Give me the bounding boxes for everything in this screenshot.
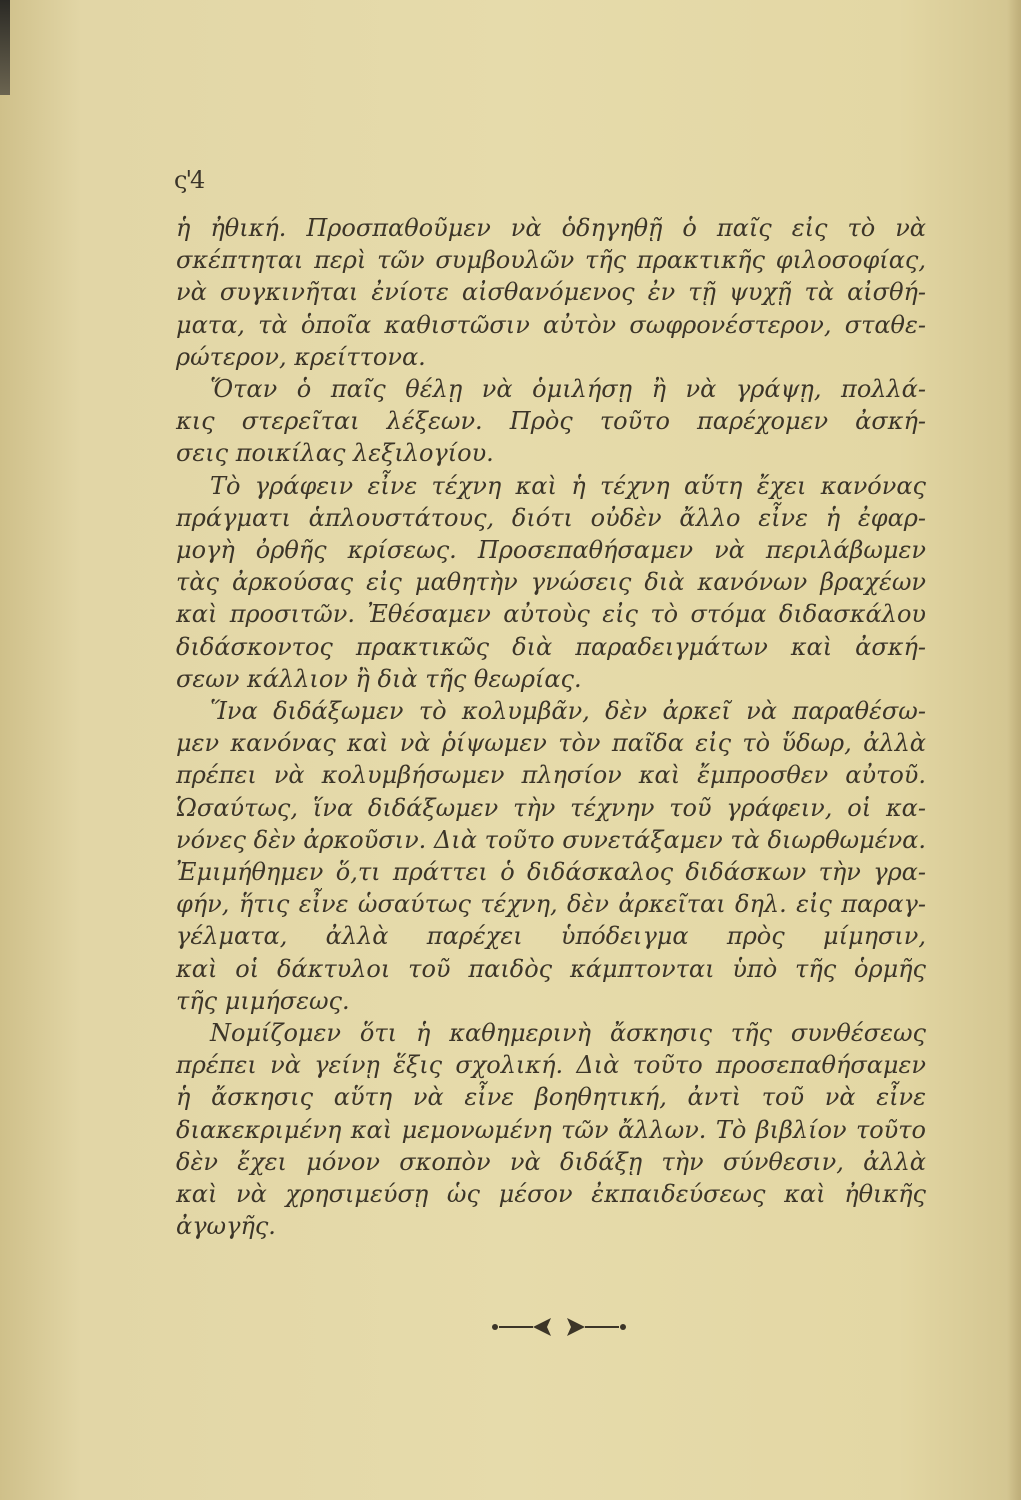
- text-line: Τὸ γράφειν εἶνε τέχνη καὶ ἡ τέχνη αὕτη ἔχει κανόνας: [210, 471, 926, 500]
- text-line: Ὡσαύτως, ἵνα διδάξωμεν τὴν τέχνην τοῦ γράφειν, οἱ κα-: [176, 793, 926, 822]
- ornament-dot-right: [620, 1324, 626, 1330]
- body-text: [176, 212, 926, 1243]
- text-line: φήν, ἥτις εἶνε ὡσαύτως τέχνη, δὲν ἀρκεῖται δηλ. εἰς παραγ-: [176, 890, 926, 919]
- ornament-arrow-right: [567, 1318, 585, 1336]
- page-edge: [1007, 0, 1021, 1500]
- text-line: πρέπει νὰ γείνῃ ἕξις σχολική. Διὰ τοῦτο προσεπαθήσαμεν: [176, 1051, 926, 1080]
- end-ornament: [491, 1312, 627, 1342]
- text-line: τῆς μιμήσεως.: [176, 986, 350, 1015]
- text-line: νὰ συγκινῆται ἐνίοτε αἰσθανόμενος ἐν τῇ ψυχῇ τὰ αἰσθή-: [176, 278, 926, 307]
- text-line: σεων κάλλιον ἢ διὰ τῆς θεωρίας.: [176, 664, 582, 693]
- text-line: Ἐμιμήθημεν ὅ,τι πράττει ὁ διδάσκαλος διδάσκων τὴν γρα-: [176, 858, 926, 887]
- text-line: ἀγωγῆς.: [176, 1212, 276, 1241]
- text-line: μογὴ ὀρθῆς κρίσεως. Προσεπαθήσαμεν νὰ περιλάβωμεν: [176, 536, 926, 565]
- text-line: νόνες δὲν ἀρκοῦσιν. Διὰ τοῦτο συνετάξαμεν τὰ διωρθωμένα.: [176, 825, 926, 854]
- text-line: ματα, τὰ ὁποῖα καθιστῶσιν αὐτὸν σωφρονέστερον, σταθε-: [176, 310, 926, 339]
- text-line: Ἵνα διδάξωμεν τὸ κολυμβᾶν, δὲν ἀρκεῖ νὰ παραθέσω-: [210, 697, 926, 726]
- text-line: πρέπει νὰ κολυμβήσωμεν πλησίον καὶ ἔμπροσθεν αὐτοῦ.: [176, 761, 926, 790]
- ornament-dot-left: [492, 1324, 498, 1330]
- text-line: καὶ προσιτῶν. Ἐθέσαμεν αὐτοὺς εἰς τὸ στόμα διδασκάλου: [176, 600, 926, 629]
- text-line: τὰς ἀρκούσας εἰς μαθητὴν γνώσεις διὰ κανόνων βραχέων: [176, 568, 926, 597]
- text-line: σεις ποικίλας λεξιλογίου.: [176, 439, 494, 468]
- text-line: γέλματα, ἀλλὰ παρέχει ὑπόδειγμα πρὸς μίμησιν,: [176, 922, 926, 951]
- text-line: διδάσκοντος πρακτικῶς διὰ παραδειγμάτων καὶ ἀσκή-: [176, 632, 926, 661]
- text-line: διακεκριμένη καὶ μεμονωμένη τῶν ἄλλων. Τὸ βιβλίον τοῦτο: [176, 1115, 926, 1144]
- text-line: κις στερεῖται λέξεων. Πρὸς τοῦτο παρέχομεν ἀσκή-: [176, 407, 926, 436]
- text-line: δὲν ἔχει μόνον σκοπὸν νὰ διδάξῃ τὴν σύνθεσιν, ἀλλὰ: [176, 1147, 926, 1176]
- binding-shadow: [0, 0, 10, 95]
- text-line: ρώτερον, κρείττονα.: [176, 342, 426, 371]
- text-line: Ὅταν ὁ παῖς θέλῃ νὰ ὁμιλήσῃ ἢ νὰ γράψῃ, πολλά-: [210, 375, 926, 404]
- text-line: ἡ ἄσκησις αὕτη νὰ εἶνε βοηθητική, ἀντὶ τοῦ νὰ εἶνε: [176, 1083, 926, 1112]
- page-number: ς'4: [174, 166, 204, 194]
- text-line: ἡ ἠθική. Προσπαθοῦμεν νὰ ὁδηγηθῇ ὁ παῖς εἰς τὸ νὰ: [176, 214, 926, 242]
- text-line: Νομίζομεν ὅτι ἡ καθημερινὴ ἄσκησις τῆς συνθέσεως: [210, 1019, 926, 1048]
- text-line: σκέπτηται περὶ τῶν συμβουλῶν τῆς πρακτικῆς φιλοσοφίας,: [176, 246, 926, 275]
- text-line: καὶ οἱ δάκτυλοι τοῦ παιδὸς κάμπτονται ὑπὸ τῆς ὁρμῆς: [176, 954, 926, 983]
- text-line: πράγματι ἁπλουστάτους, διότι οὐδὲν ἄλλο εἶνε ἡ ἐφαρ-: [176, 503, 926, 532]
- text-line: καὶ νὰ χρησιμεύσῃ ὡς μέσον ἐκπαιδεύσεως καὶ ἠθικῆς: [176, 1180, 926, 1209]
- ornament-arrow-left: [533, 1318, 551, 1336]
- text-line: μεν κανόνας καὶ νὰ ῥίψωμεν τὸν παῖδα εἰς τὸ ὕδωρ, ἀλλὰ: [176, 729, 926, 758]
